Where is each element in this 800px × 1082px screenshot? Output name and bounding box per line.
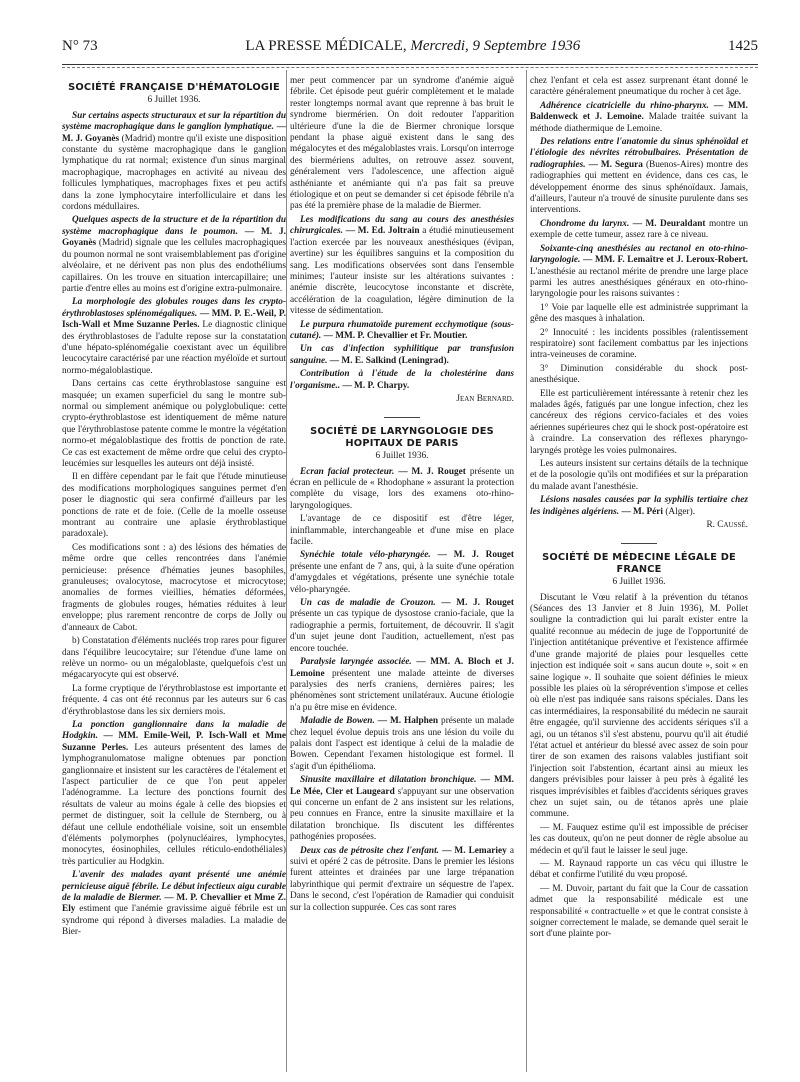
- paragraph: Ces modifications sont : a) des lésions des hématies de même ordre que celles rencontrées dans l'anémie pernicieuse: présence d'hématies jeunes basophiles, granuleuses; ovalocytose, macrocytose et microcytose; anomalies de formes vieillies, hématies déformées, fragments de globules rouges, hématies réduites à leur enveloppe; plus rarement rencontre de corps de Jolly ou d'anneaux de Cabot.: [62, 542, 286, 633]
- column-2: [290, 76, 514, 916]
- column-divider: [526, 70, 527, 1072]
- author-signature: R. Caussé.: [706, 520, 748, 531]
- paragraph: Paralysie laryngée associée. — MM. A. Bloch et J. Lemoine présentent une malade atteinte de diverses paralysies des nerfs craniens, dernières paires; les phénomènes sont strictement unilatéraux. Aucune étiologie n'a pu être mise en évidence.: [290, 657, 514, 713]
- paragraph: 2° Innocuité : les incidents possibles (ralentissement respiratoire) sont facilement combattus par les injections intra-veineuses de coramine.: [530, 327, 748, 361]
- paragraph: — M. Fauquez estime qu'il est impossible de préciser les cas douteux, qu'on ne peut donner de règle absolue au médecin et qu'il faut le laisser le seul juge.: [530, 822, 748, 856]
- section-title: SOCIÉTÉ DE LARYNGOLOGIE DES HOPITAUX DE PARIS: [310, 426, 494, 449]
- section-title: SOCIÉTÉ FRANÇAISE D'HÉMATOLOGIE: [68, 82, 280, 93]
- section-date: 6 Juillet 1936.: [147, 95, 201, 106]
- paragraph: b) Constatation d'éléments nucléés trop rares pour figurer dans l'équilibre leucocytaire; sur l'étendue d'une lame on relève un normo- ou un mégaloblaste, quelquefois c'est un mégacaryocyte qui est observé.: [62, 636, 286, 681]
- paragraph: — M. Raynaud rapporte un cas vécu qui illustre le débat et confirme l'utilité du vœu proposé.: [530, 859, 748, 881]
- section-separator: [621, 543, 657, 544]
- paragraph: Lésions nasales causées par la syphilis tertiaire chez les indigènes algériens. — M. Péri (Alger).: [530, 495, 748, 517]
- paragraph: L'avenir des malades ayant présenté une anémie pernicieuse aiguë fébrile. Le début infectieux aigu curable de la maladie de Biermer. — M. P. Chevallier et Mme Z. Ely estiment que l'anémie gravissime aiguë fébrile est un syndrome qui répond à diverses maladies. La maladie de Bier-: [62, 870, 286, 938]
- section-date: 6 Juillet 1936.: [612, 577, 666, 588]
- paragraph: Discutant le Vœu relatif à la prévention du tétanos (Séances des 13 Janvier et 8 Juin 1936), M. Pollet souligne la contradiction qui lui paraît exister entre la qualité reconnue au médecin de juge de l'opportunité de l'injection antitétanique préventive et l'existence affirmée d'une grande majorité de plaies pour lesquelles cette injection est indiquée soit « sans aucun doute », soit « en saine logique ». Il souhaite que soient définies le mieux possible les plaies où la séroprévention s'impose et celles où elle n'est pas indiquée sans raisons spéciales. Dans les cas intermédiaires, la responsabilité du médecin ne saurait être engagée, qu'il survienne des accidents sériques s'il a agi, ou un tétanos s'il s'est abstenu, pourvu qu'il ait étudié l'état actuel et antérieur du blessé avec assez de soin pour tirer de son examen des raisons valables justifiant soit l'injection soit l'abstention, écartant ainsi au mieux les dangers prévisibles pour laisser à peu près à égalité les risques imprévisibles et faibles d'accidents sériques graves chez un sujet sain, ou de tétanos après une plaie commune.: [530, 592, 748, 820]
- paragraph: Quelques aspects de la structure et de la répartition du système macrophagique dans le poumon. — M. J. Goyanès (Madrid) signale que les cellules macrophagiques du poumon normal ne sont vraisemblablement pas d'origine alvéolaire, et ne dérivent pas non plus des endothéliums capillaires. On les trouve en situation intercapillaire; une partie d'entre elles au moins est d'origine extra-pulmonaire.: [62, 215, 286, 294]
- author-signature: Jean Bernard.: [456, 393, 514, 404]
- column-divider: [286, 70, 287, 1072]
- section-date: 6 Juillet 1936.: [375, 451, 429, 462]
- page-header: [62, 38, 758, 62]
- paragraph: Les modifications du sang au cours des anesthésies chirurgicales. — M. Ed. Joltrain a étudié minutieusement l'action exercée par les nouveaux anesthésiques (évipan, avertine) sur les équilibres sanguins et la composition du sang. Les modifications observées sont dans l'ensemble minimes; l'auteur insiste sur les altérations suivantes : anémie discrète, leucocytose inconstante et discrète, accélération de la coagulation, légère diminution de la vitesse de sédimentation.: [290, 214, 514, 317]
- paragraph: Sur certains aspects structuraux et sur la répartition du système macrophagique dans le ganglion lymphatique. — M. J. Goyanès (Madrid) montre qu'il existe une disposition constante du système macrophagique dans le ganglion lymphatique du rat normal; existence d'un sinus marginal macrophagique, macrophages en activité au niveau des follicules lymphatiques, macrophages fixes et peu actifs dans la zone lymphocytaire interfolliculaire et dans les cordons médullaires.: [62, 110, 286, 213]
- paragraph: Chondrome du larynx. — M. Deuraldant montre un exemple de cette tumeur, assez rare à ce niveau.: [530, 218, 749, 241]
- journal-name: LA PRESSE MÉDICALE: [245, 38, 403, 54]
- paragraph: 1° Voie par laquelle elle est administrée supprimant la gêne des masques à inhalation.: [530, 302, 748, 325]
- paragraph: Le purpura rhumatoïde purement ecchymotique (sous-cutané). — MM. P. Chevallier et Fr. Moutier.: [290, 319, 514, 341]
- paragraph: L'avantage de ce dispositif est d'être léger, ininflammable, interchangeable et d'une mise en place facile.: [290, 514, 514, 548]
- paragraph: Ecran facial protecteur. — M. J. Rouget présente un écran en pellicule de « Rhodophane » assurant la protection complète du visage, lors des examens oto-rhino-laryngologiques.: [290, 466, 515, 511]
- paragraph: Un cas de maladie de Crouzon. — M. J. Rouget présente un cas typique de dysostose cranio-faciale, que la radiographie a permis, fortuitement, de découvrir. Il s'agit d'un sujet jeune dont l'audition, actuellement, n'est pas encore touchée.: [290, 598, 515, 654]
- paragraph: Des relations entre l'anatomie du sinus sphénoïdal et l'étiologie des névrites rétrobulbaires. Présentation de radiographies. — M. Segura (Buenos-Aires) montre des radiographies qui mettent en évidence, dans ces cas, le développement énorme des sinus sphénoïdaux. Jamais, d'ailleurs, l'auteur n'a trouvé de sinusite purulente dans ses interventions.: [530, 137, 749, 216]
- column-1: [62, 76, 286, 941]
- issue-number: N° 73: [62, 38, 98, 54]
- paragraph: chez l'enfant et cela est assez surprenant étant donné le caractère généralement pneumatique du rocher à cet âge.: [530, 76, 748, 98]
- paragraph: La forme cryptique de l'érythroblastose est importante et fréquente. 4 cas ont été reconnus par les auteurs sur 6 cas d'érythroblastose dans les six derniers mois.: [62, 683, 286, 717]
- paragraph: mer peut commencer par un syndrome d'anémie aiguë fébrile. Cet épisode peut guérir complètement et le malade rester longtemps normal avant que reprenne à bas bruit le syndrome biermérien. On doit redouter l'apparition ultérieure d'une la die de Biermer chronique lorsque pendant la phase aiguë existent dans le sang des mégalocytes et des mégaloblastes vrais. Lorsqu'on interroge des biermériens adultes, on retrouve assez souvent, généralement vers l'adolescence, une affection aiguë asthéniante et anémiante qui n'a pas fait sa preuve étiologique et on peut se demander si cet épisode fébrile n'a pas été la première phase de la maladie de Biermer.: [290, 76, 514, 212]
- paragraph: La ponction ganglionnaire dans la maladie de Hodgkin. — MM. Emile-Weil, P. Isch-Wall et Mme Suzanne Perles. Les auteurs présentent des lames de lymphogranulomatose maligne obtenues par ponction ganglionnaire et insistent sur les caractères de l'étalement et l'aspect particulier de ce que l'on peut appeler l'adénogramme. La lecture des ponctions fournit des résultats de valeur au moins égale à celle des biopsies et permet de distinguer, soit la cellule de Sternberg, ou à défaut une cellule endothéliale voisine, soit un ensemble d'éléments polymorphes (polynucléaires, lymphocytes, monocytes, éosinophiles, cellules réticulo-endothéliales) très particulier au Hodgkin.: [62, 719, 287, 867]
- issue-date: Mercredi, 9 Septembre 1936: [410, 38, 581, 54]
- section-separator: [384, 417, 420, 418]
- paragraph: Dans certains cas cette érythroblastose sanguine est masquée; un examen superficiel du sang le montre sub-normal ou simplement anémique ou polyglobulique: cette crypto-érythroblastose est identiquement de même nature que l'érythroblastose patente comme le montre la végétation normo-et mégaloblastique des frottis de ponction de rate. Ce cas est exactement de même ordre que celui des crypto-leucémies sur lesquelles les auteurs ont déjà insisté.: [62, 379, 286, 469]
- header-rule-dashed: [62, 67, 758, 68]
- paragraph: — M. Duvoir, partant du fait que la Cour de cassation admet que la responsabilité médicale est une responsabilité « contractuelle » et que le contrat consiste à soigner correctement le malade, se demande quel serait le sort d'une plainte por-: [530, 883, 748, 940]
- column-3: [530, 76, 748, 943]
- paragraph: Adhérence cicatricielle du rhino-pharynx. — MM. Baldenweck et J. Lemoine. Malade traitée suivant la méthode diathermique de Lemoine.: [530, 100, 748, 134]
- paragraph: Un cas d'infection syphilitique par transfusion sanguine. — M. E. Salkind (Leningrad).: [290, 344, 514, 366]
- paragraph: Les auteurs insistent sur certains détails de la technique et de la posologie qu'ils ont modifiées et sur la préparation du malade avant l'anesthésie.: [530, 459, 748, 492]
- paragraph: Elle est particulièrement intéressante à retenir chez les malades âgés, fatigués par une longue infection, chez les cancéreux des régions cervico-faciales et des voies aériennes supérieures chez qui le shock post-opératoire est à craindre. La conservation des réflexes pharyngo-laryngés protège les voies pulmonaires.: [530, 388, 748, 456]
- paragraph: Soixante-cinq anesthésies au rectanol en oto-rhino-laryngologie. — MM. F. Lemaître et J. Leroux-Robert. L'anesthésie au rectanol mérite de prendre une large place parmi les autres anesthésiques généraux en oto-rhino-laryngologie pour les raisons suivantes :: [530, 243, 748, 300]
- paragraph: 3° Diminution considérable du shock post-anesthésique.: [530, 363, 748, 386]
- paragraph: Synéchie totale vélo-pharyngée. — M. J. Rouget présente une enfant de 7 ans, qui, à la suite d'une opération d'amygdales et végétations, présente une synéchie totale vélo-pharyngée.: [290, 550, 515, 595]
- running-title: LA PRESSE MÉDICALE, Mercredi, 9 Septembre 1936: [245, 38, 581, 54]
- paragraph: La morphologie des globules rouges dans les crypto-érythroblastoses splénomégaliques. — MM. P. E.-Weil, P. Isch-Wall et Mme Suzanne Perles. Le diagnostic clinique des érythroblastoses de l'adulte repose sur la constatation d'une hépato-splénomégalie coexistant avec un équilibre leucocytaire caractérisé par une réaction myéloïde et surtout normo-mégaloblastique.: [62, 297, 287, 376]
- paragraph: Maladie de Bowen. — M. Halphen présente un malade chez lequel évolue depuis trois ans une lésion du voile du palais dont l'aspect est identique à celui de la maladie de Bowen. Cependant l'examen histologique est formel. Il s'agit d'un épithélioma.: [290, 716, 515, 772]
- header-rule: [62, 64, 758, 65]
- paragraph: Deux cas de pétrosite chez l'enfant. — M. Lemariey a suivi et opéré 2 cas de pétrosite. Dans le premier les lésions furent atteintes et drainées par une large trépanation labyrinthique qui permit d'extraire un séquestre de l'apex. Dans le second, c'est l'opération de Ramadier qui conduisit sur la collection suppurée. Ces cas sont rares: [290, 845, 514, 913]
- paragraph: Contribution à l'étude de la cholestérine dans l'organisme.. — M. P. Charpy.: [290, 369, 514, 391]
- paragraph: Sinusite maxillaire et dilatation bronchique. — MM. Le Mée, Cler et Laugeard s'appuyant sur une observation qui concerne un enfant de 2 ans insistent sur les relations, peu connues en France, entre la sinusite maxillaire et la dilatation bronchique. Ils discutent les différentes pathogénies proposées.: [290, 775, 514, 843]
- section-title: SOCIÉTÉ DE MÉDECINE LÉGALE DE FRANCE: [542, 552, 736, 575]
- paragraph: Il en diffère cependant par le fait que l'étude minutieuse des modifications morphologiques sanguines permet d'en poser le diagnostic qui sera confirmé d'ailleurs par les ponctions de rate et de foie. (Celle de la moelle osseuse montrant au contraire une aplasie érythroblastique paradoxale).: [62, 472, 286, 540]
- page-number: 1425: [728, 38, 758, 54]
